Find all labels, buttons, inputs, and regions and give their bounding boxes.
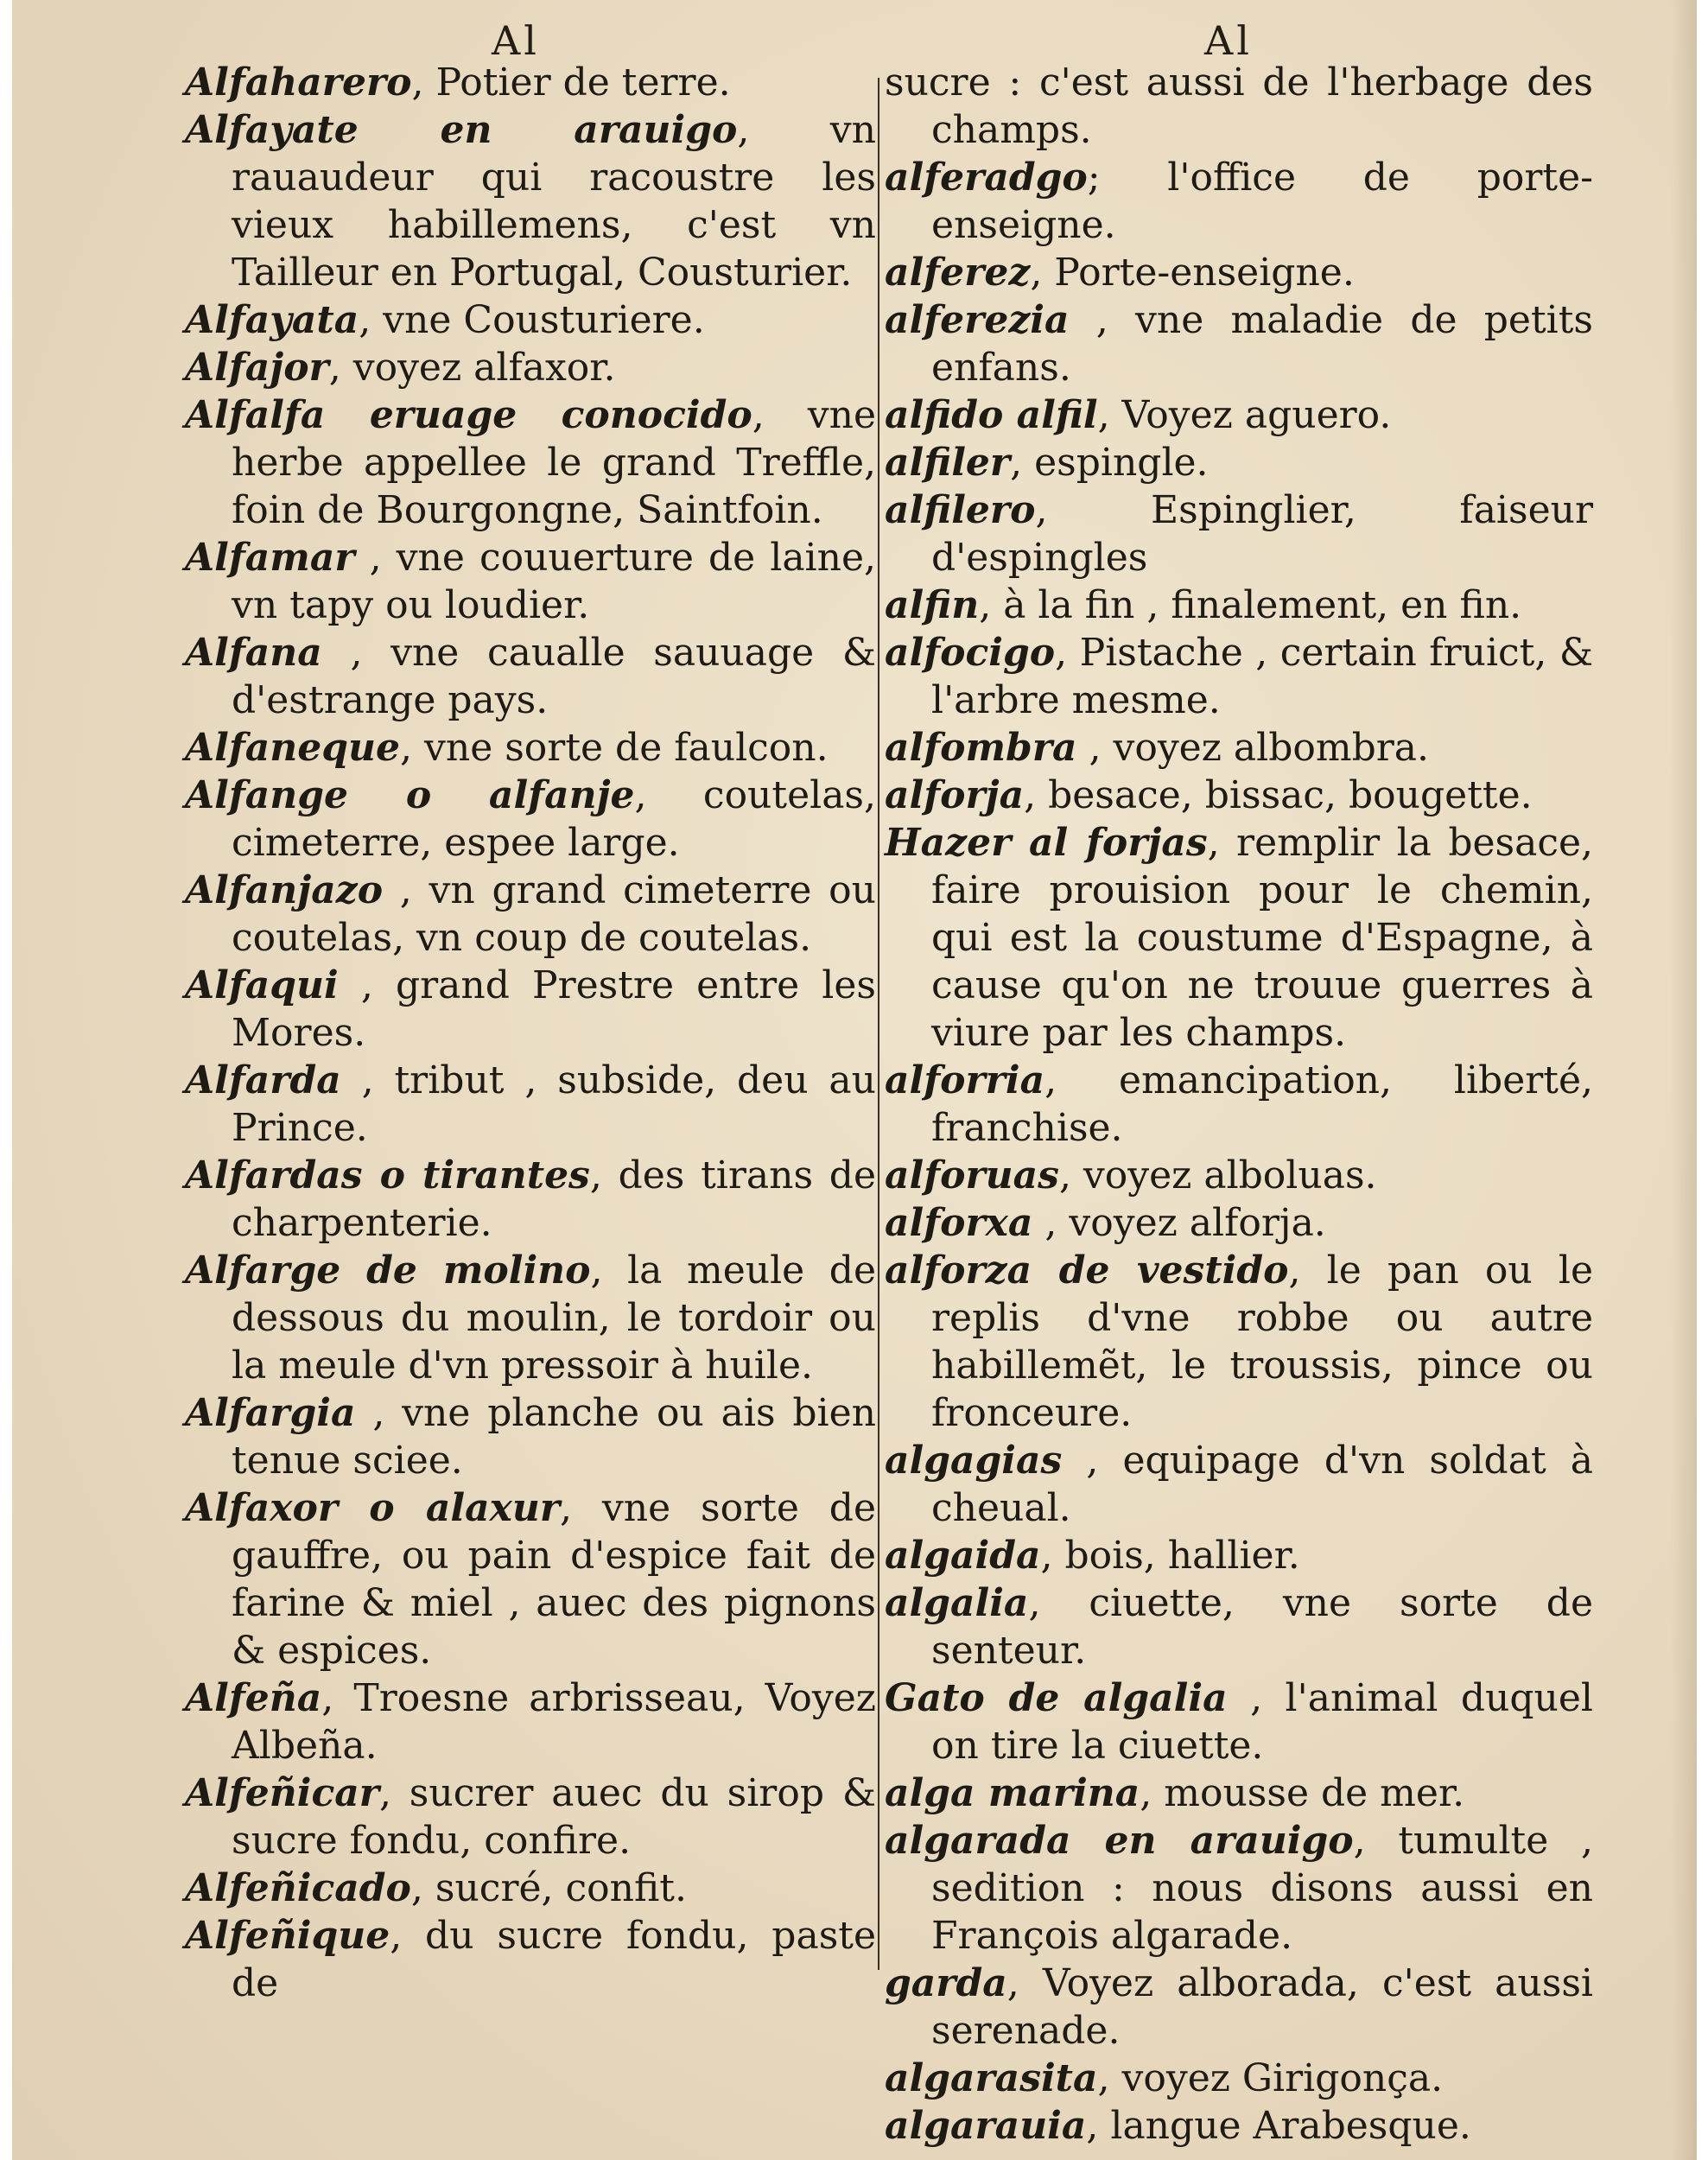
entry-definition: , emancipation, liberté, franchise. bbox=[931, 1058, 1593, 1150]
entry-definition: , langue Arabesque. bbox=[1086, 2104, 1471, 2148]
entry-headword: Alfalfa eruage conocido bbox=[185, 393, 752, 437]
dictionary-entry bbox=[185, 344, 876, 391]
entry-headword: Alfarge de molino bbox=[185, 1248, 591, 1293]
entry-headword: alforuas bbox=[885, 1153, 1059, 1198]
entry-definition: , voyez alboluas. bbox=[1058, 1153, 1377, 1198]
entry-definition: , remplir la besace, faire prouision pour le chemin, qui est la coustume d'Espagne, à cause qu'on ne trouue guerres à viure par les champs. bbox=[931, 821, 1594, 1055]
entry-headword: algarauia bbox=[885, 2104, 1087, 2148]
dictionary-entry bbox=[885, 249, 1593, 296]
entry-headword: Alfayata bbox=[185, 298, 359, 342]
dictionary-entry bbox=[885, 154, 1593, 249]
dictionary-entry bbox=[185, 1152, 876, 1247]
entry-definition: , equipage d'vn soldat à cheual. bbox=[931, 1439, 1593, 1530]
left-running-header: Al bbox=[492, 17, 540, 64]
entry-definition: , besace, bissac, bougette. bbox=[1024, 773, 1533, 817]
dictionary-entry bbox=[885, 1769, 1593, 1817]
dictionary-entry bbox=[185, 867, 876, 962]
dictionary-entry bbox=[885, 1057, 1593, 1152]
entry-headword: algalia bbox=[885, 1581, 1029, 1625]
dictionary-entry bbox=[185, 1865, 876, 1912]
entry-headword: Hazer al forjas bbox=[885, 821, 1208, 865]
dictionary-entry bbox=[885, 1579, 1593, 1674]
entry-headword: Alfange o alfanje bbox=[185, 773, 635, 817]
entry-headword: alga marina bbox=[885, 1771, 1140, 1815]
entry-definition: sucre : c'est aussi de l'herbage des champs. bbox=[885, 60, 1593, 152]
entry-definition: , sucrer auec du sirop & sucre fondu, confire. bbox=[232, 1771, 876, 1863]
entry-headword: algagias bbox=[885, 1439, 1063, 1483]
entry-definition: , vne couuerture de laine, vn tapy ou loudier. bbox=[232, 536, 876, 627]
dictionary-entry bbox=[185, 1769, 876, 1865]
entry-definition: , voyez albombra. bbox=[1076, 726, 1429, 770]
entry-definition: , vn grand cimeterre ou coutelas, vn coup de coutelas. bbox=[232, 868, 876, 960]
entry-headword: alfombra bbox=[885, 726, 1077, 770]
entry-headword: Alfanjazo bbox=[185, 868, 384, 912]
entry-definition: , Porte-enseigne. bbox=[1030, 251, 1355, 295]
entry-headword: algarasita bbox=[885, 2056, 1098, 2100]
entry-definition: , vne caualle sauuage & d'estrange pays. bbox=[232, 631, 876, 722]
entry-headword: alfido alfil bbox=[885, 393, 1098, 437]
entry-definition: , Espinglier, faiseur d'espingles bbox=[931, 488, 1593, 580]
entry-definition: , tumulte , sedition : nous disons aussi en François algarade. bbox=[931, 1819, 1593, 1958]
dictionary-entry bbox=[885, 59, 1593, 154]
dictionary-entry bbox=[185, 629, 876, 724]
dictionary-entry bbox=[185, 1484, 876, 1674]
dictionary-entry bbox=[885, 581, 1593, 629]
entry-headword: Alfardas o tirantes bbox=[185, 1153, 590, 1198]
entry-definition: , vne maladie de petits enfans. bbox=[931, 298, 1593, 390]
entry-headword: Alfarda bbox=[185, 1058, 341, 1102]
entry-definition: , Potier de terre. bbox=[411, 60, 731, 105]
entry-headword: alfiler bbox=[885, 441, 1011, 485]
entry-definition: , ciuette, vne sorte de senteur. bbox=[931, 1581, 1593, 1673]
dictionary-entry bbox=[885, 772, 1593, 819]
entry-headword: Alfeñicar bbox=[185, 1771, 379, 1815]
entry-definition: , voyez Girigonça. bbox=[1097, 2056, 1444, 2100]
entry-definition: ; l'office de porte-enseigne. bbox=[931, 156, 1593, 247]
entry-definition: , tribut , subside, deu au Prince. bbox=[232, 1058, 876, 1150]
dictionary-entry bbox=[185, 962, 876, 1057]
entry-headword: alfin bbox=[885, 583, 980, 627]
entry-headword: Alfargia bbox=[185, 1391, 356, 1435]
entry-headword: alforja bbox=[885, 773, 1025, 817]
entry-definition: , le pan ou le replis d'vne robbe ou autre habillemẽt, le troussis, pince ou fronceure. bbox=[931, 1248, 1593, 1435]
entry-definition: , coutelas, cimeterre, espee large. bbox=[232, 773, 876, 865]
entry-headword: Alfaneque bbox=[185, 726, 401, 770]
entry-headword: alferadgo bbox=[885, 156, 1088, 200]
dictionary-entry bbox=[185, 1912, 876, 2007]
entry-definition: , sucré, confit. bbox=[410, 1866, 687, 1910]
dictionary-entry bbox=[185, 724, 876, 772]
dictionary-entry bbox=[885, 1199, 1593, 1247]
entry-headword: alferezia bbox=[885, 298, 1070, 342]
entry-headword: alferez bbox=[885, 251, 1031, 295]
dictionary-entry bbox=[885, 2102, 1593, 2150]
dictionary-entry bbox=[885, 724, 1593, 772]
dictionary-entry bbox=[885, 439, 1593, 486]
dictionary-entry bbox=[185, 391, 876, 534]
entry-headword: garda bbox=[885, 1961, 1007, 2005]
dictionary-entry bbox=[185, 296, 876, 344]
entry-definition: , Voyez aguero. bbox=[1097, 393, 1392, 437]
dictionary-entry bbox=[885, 1674, 1593, 1769]
dictionary-entry bbox=[885, 391, 1593, 439]
entry-definition: , Voyez alborada, c'est aussi serenade. bbox=[931, 1961, 1593, 2053]
column-divider bbox=[878, 78, 879, 1970]
dictionary-entry bbox=[885, 2055, 1593, 2102]
entry-definition: , vne herbe appellee le grand Treffle, foin de Bourgongne, Saintfoin. bbox=[232, 393, 876, 532]
entry-definition: , du sucre fondu, paste de bbox=[232, 1914, 876, 2005]
dictionary-entry bbox=[885, 1532, 1593, 1579]
entry-headword: Gato de algalia bbox=[885, 1676, 1228, 1720]
entry-headword: alforxa bbox=[885, 1201, 1033, 1245]
dictionary-entry bbox=[185, 1674, 876, 1769]
entry-headword: Alfaharero bbox=[185, 60, 412, 105]
entry-definition: , vne sorte de faulcon. bbox=[400, 726, 829, 770]
entry-definition: , à la fin , finalement, en fin. bbox=[979, 583, 1522, 627]
entry-headword: Alfaqui bbox=[185, 963, 339, 1007]
entry-definition: , grand Prestre entre les Mores. bbox=[232, 963, 876, 1055]
dictionary-entry bbox=[185, 106, 876, 296]
entry-definition: , bois, hallier. bbox=[1040, 1534, 1300, 1578]
entry-headword: Alfajor bbox=[185, 346, 329, 390]
entry-headword: alfocigo bbox=[885, 631, 1056, 675]
entry-headword: Alfeñique bbox=[185, 1914, 390, 1958]
right-running-header: Al bbox=[1204, 17, 1253, 64]
dictionary-entry bbox=[885, 1152, 1593, 1199]
entry-definition: , vne planche ou ais bien tenue sciee. bbox=[232, 1391, 876, 1483]
entry-headword: alforza de vestido bbox=[885, 1248, 1289, 1293]
dictionary-entry bbox=[885, 296, 1593, 391]
entry-headword: algaida bbox=[885, 1534, 1041, 1578]
entry-headword: Alfeña bbox=[185, 1676, 322, 1720]
entry-headword: Alfeñicado bbox=[185, 1866, 411, 1910]
entry-headword: Alfamar bbox=[185, 536, 355, 580]
entry-headword: Alfana bbox=[185, 631, 322, 675]
entry-definition: , vne Cousturiere. bbox=[359, 298, 705, 342]
dictionary-entry bbox=[885, 1437, 1593, 1532]
entry-definition: , vne sorte de gauffre, ou pain d'espice fait de farine & miel , auec des pignons & espices. bbox=[232, 1486, 876, 1673]
entry-definition: , la meule de dessous du moulin, le tordoir ou la meule d'vn pressoir à huile. bbox=[232, 1248, 876, 1388]
entry-headword: algarada en arauigo bbox=[885, 1819, 1354, 1863]
entry-definition: , voyez alfaxor. bbox=[328, 346, 616, 390]
entry-definition: , voyez alforja. bbox=[1032, 1201, 1326, 1245]
dictionary-entry bbox=[185, 1247, 876, 1389]
dictionary-entry bbox=[185, 1057, 876, 1152]
entry-headword: Alfayate en arauigo bbox=[185, 108, 738, 152]
entry-definition: , des tirans de charpenterie. bbox=[232, 1153, 876, 1245]
dictionary-entry bbox=[885, 486, 1593, 581]
dictionary-entry bbox=[185, 1389, 876, 1484]
dictionary-entry bbox=[885, 1817, 1593, 1960]
left-column bbox=[185, 59, 876, 2007]
entry-headword: Alfaxor o alaxur bbox=[185, 1486, 561, 1530]
entry-definition: , vn rauaudeur qui racoustre les vieux habillemens, c'est vn Tailleur en Portugal, Cousturier. bbox=[232, 108, 876, 295]
entry-definition: , Pistache , certain fruict, & l'arbre mesme. bbox=[931, 631, 1593, 722]
entry-definition: , l'animal duquel on tire la ciuette. bbox=[931, 1676, 1593, 1768]
entry-definition: , Troesne arbrisseau, Voyez Albeña. bbox=[232, 1676, 876, 1768]
dictionary-entry bbox=[885, 1247, 1593, 1437]
entry-definition: , espingle. bbox=[1010, 441, 1209, 485]
dictionary-entry bbox=[185, 772, 876, 867]
dictionary-entry bbox=[885, 819, 1593, 1057]
entry-headword: alforria bbox=[885, 1058, 1045, 1102]
dictionary-entry bbox=[885, 629, 1593, 724]
dictionary-entry bbox=[885, 1960, 1593, 2055]
dictionary-entry bbox=[185, 534, 876, 629]
entry-headword: alfilero bbox=[885, 488, 1036, 532]
dictionary-entry bbox=[185, 59, 876, 106]
right-column bbox=[885, 59, 1593, 2150]
entry-definition: , mousse de mer. bbox=[1140, 1771, 1465, 1815]
dictionary-page bbox=[12, 0, 1697, 2160]
